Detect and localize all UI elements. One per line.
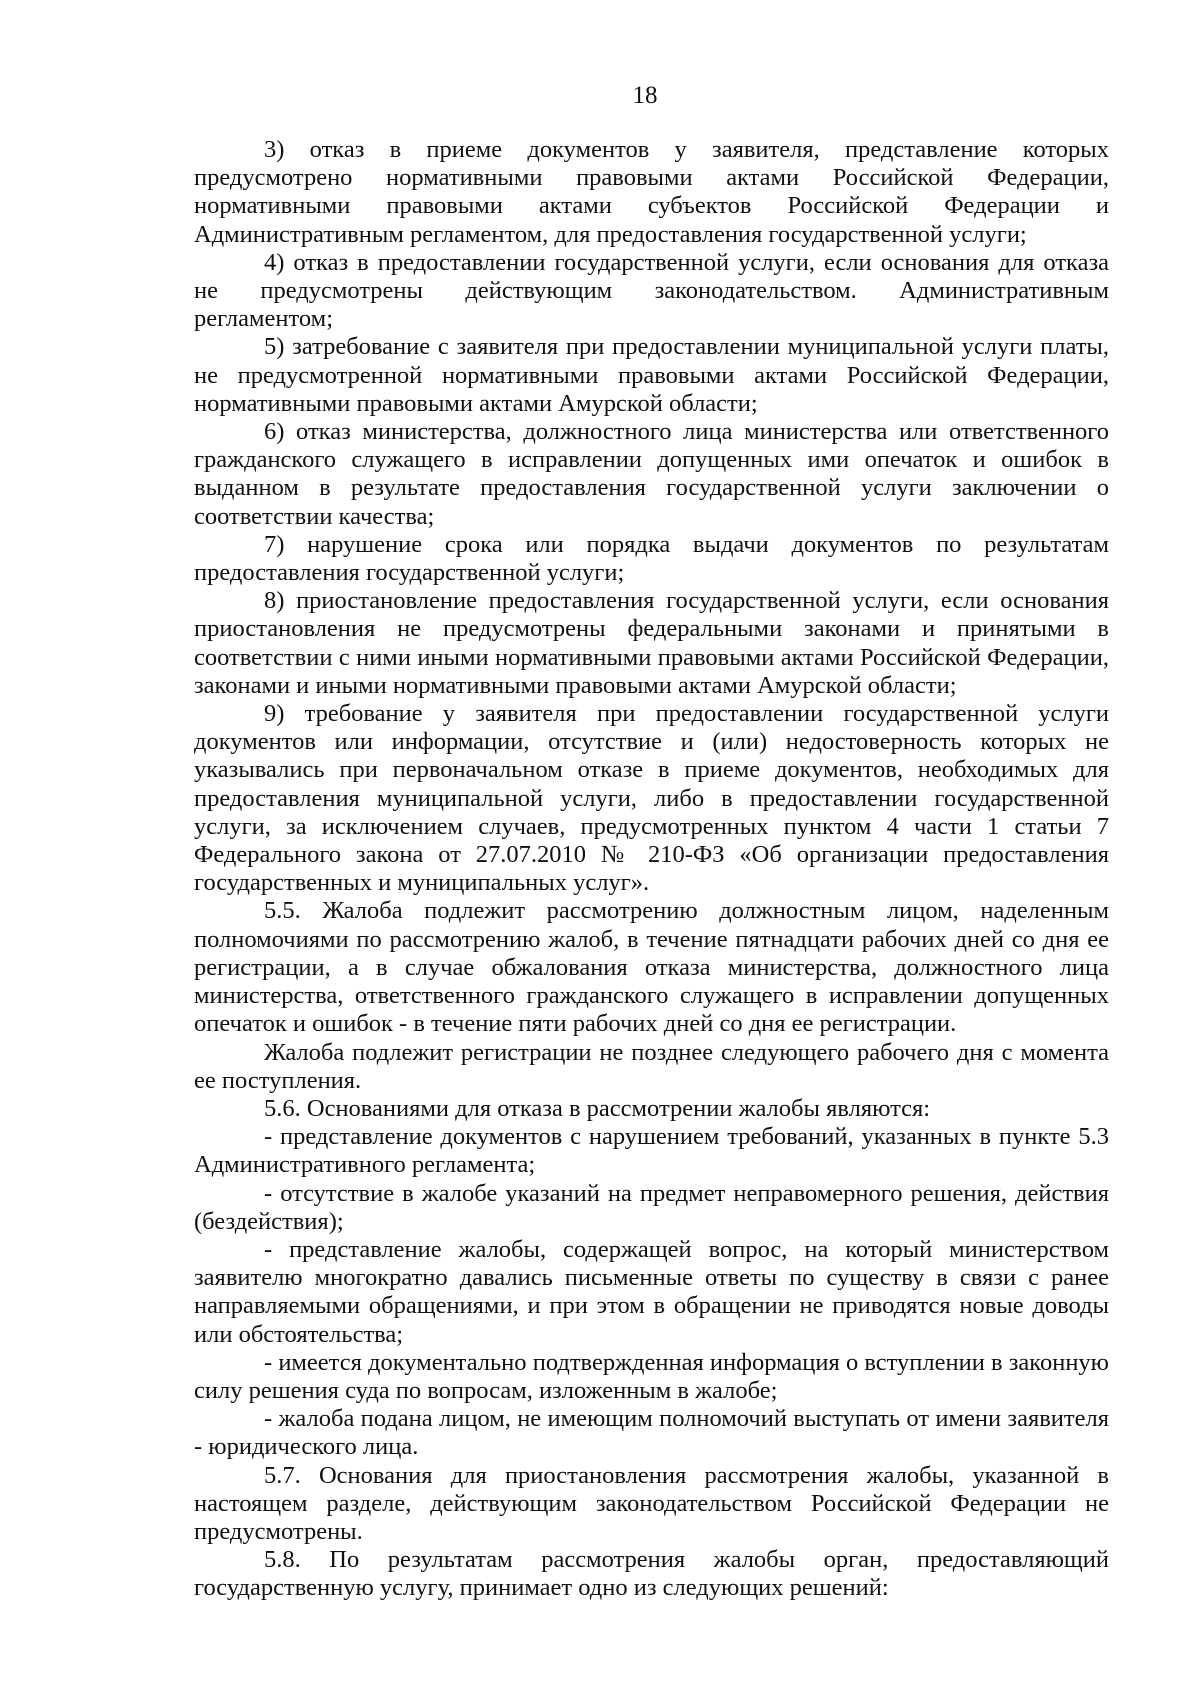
paragraph-section-5-6: 5.6. Основаниями для отказа в рассмотрении жалобы являются:: [264, 1094, 931, 1122]
document-body: [194, 136, 1109, 1603]
paragraph-item-6: 6) отказ министерства, должностного лица министерства или ответственного гражданского служащего в исправлении допущенных ими опечаток и ошибок в выданном в результате предоставления государственной услуги заключении о соответствии качества;: [194, 418, 1109, 530]
paragraph-item-4: 4) отказ в предоставлении государственной услуги, если основания для отказа не предусмотрены действующим законодательством. Административным регламентом;: [194, 248, 1109, 333]
paragraph-item-3: 3) отказ в приеме документов у заявителя, представление которых предусмотрено нормативными правовыми актами Российской Федерации, нормативными правовыми актами субъектов Российской Федерации и Административным регламентом, для предоставления государственной услуги;: [194, 136, 1109, 248]
paragraph-bullet-subject: - отсутствие в жалобе указаний на предмет неправомерного решения, действия (бездействия);: [194, 1179, 1109, 1235]
paragraph-section-5-7: 5.7. Основания для приостановления рассмотрения жалобы, указанной в настоящем разделе, действующим законодательством Российской Федерации не предусмотрены.: [194, 1461, 1109, 1545]
paragraph-item-8: 8) приостановление предоставления государственной услуги, если основания приостановления не предусмотрены федеральными законами и принятыми в соответствии с ними иными нормативными правовыми актами Российской Федерации, законами и иными нормативными правовыми актами Амурской области;: [194, 587, 1109, 699]
paragraph-section-5-8: 5.8. По результатам рассмотрения жалобы орган, предоставляющий государственную услугу, принимает одно из следующих решений:: [194, 1546, 1109, 1602]
paragraph-registration: Жалоба подлежит регистрации не позднее следующего рабочего дня с момента ее поступления.: [194, 1038, 1109, 1094]
paragraph-item-7: 7) нарушение срока или порядка выдачи документов по результатам предоставления государственной услуги;: [194, 530, 1109, 587]
paragraph-section-5-5: 5.5. Жалоба подлежит рассмотрению должностным лицом, наделенным полномочиями по рассмотрению жалоб, в течение пятнадцати рабочих дней со дня ее регистрации, а в случае обжалования отказа министерства, должностного лица министерства, ответственного гражданского служащего в исправлении допущенных опечаток и ошибок - в течение пяти рабочих дней со дня ее регистрации.: [194, 897, 1109, 1038]
paragraph-bullet-authority: - жалоба подана лицом, не имеющим полномочий выступать от имени заявителя - юридического лица.: [194, 1405, 1109, 1461]
paragraph-bullet-repeated: - представление жалобы, содержащей вопрос, на который министерством заявителю многократно давались письменные ответы по существу в связи с ранее направляемыми обращениями, и при этом в обращении не приводятся новые доводы или обстоятельства;: [194, 1235, 1109, 1348]
paragraph-item-9: 9) требование у заявителя при предоставлении государственной услуги документов или информации, отсутствие и (или) недостоверность которых не указывались при первоначальном отказе в приеме документов, необходимых для предоставления муниципальной услуги, либо в предоставлении государственной услуги, за исключением случаев, предусмотренных пунктом 4 части 1 статьи 7 Федерального закона от 27.07.2010 № 210-ФЗ «Об организации предоставления государственных и муниципальных услуг».: [194, 700, 1109, 897]
paragraph-item-5: 5) затребование с заявителя при предоставлении муниципальной услуги платы, не предусмотренной нормативными правовыми актами Российской Федерации, нормативными правовыми актами Амурской области;: [194, 333, 1109, 417]
paragraph-bullet-court: - имеется документально подтвержденная информация о вступлении в законную силу решения суда по вопросам, изложенным в жалобе;: [194, 1348, 1109, 1404]
paragraph-bullet-requirements: - представление документов с нарушением требований, указанных в пункте 5.3 Административного регламента;: [194, 1123, 1109, 1179]
page-number: 18: [632, 82, 658, 109]
